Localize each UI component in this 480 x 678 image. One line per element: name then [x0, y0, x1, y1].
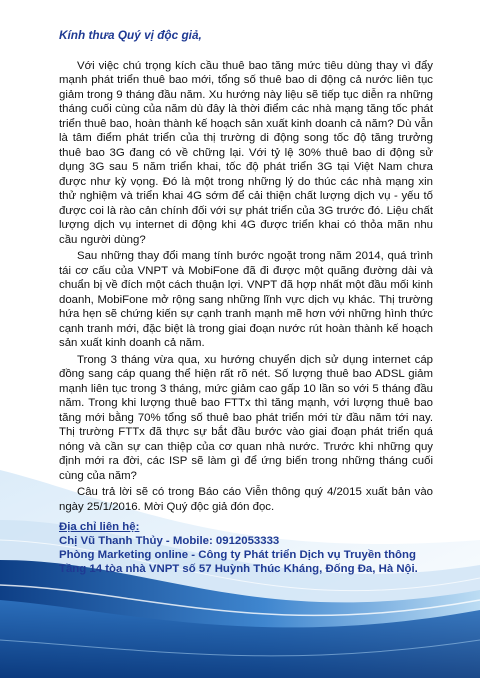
paragraph: Trong 3 tháng vừa qua, xu hướng chuyển dịch sử dụng internet cáp đồng sang cáp quang thể hiện rất rõ nét. Số lượng thuê bao ADSL giảm mạnh liên tục trong 3 tháng, mức giảm cao gấp 10 lần so với 5 tháng đầu năm. Trong khi lượng thuê bao FTTx thì tăng mạnh, với lượng thuê bao tăng mới bằng 70% tổng số thuê bao phát triển mới từ đầu năm tới nay. Thị trường FTTx đã thực sự bắt đầu bước vào giai đoạn phát triển quá nóng và cần sự can thiệp của cơ quan nhà nước. Trước khi những quy định mới ra đời, các ISP sẽ làm gì để ứng biến trong những tháng cuối cùng của năm?	[59, 353, 433, 482]
contact-address: Tầng 14 tòa nhà VNPT số 57 Huỳnh Thúc Kháng, Đống Đa, Hà Nội.	[59, 563, 418, 575]
greeting: Kính thưa Quý vị độc giả,	[59, 28, 202, 42]
contact-block	[59, 520, 439, 576]
contact-person: Chị Vũ Thanh Thủy - Mobile: 0912053333	[59, 535, 280, 547]
contact-heading: Địa chỉ liên hệ:	[59, 521, 140, 533]
letter-body	[59, 28, 433, 516]
paragraph: Sau những thay đổi mang tính bước ngoặt trong năm 2014, quá trình tái cơ cấu của VNPT và MobiFone đã đi được một quãng đường dài và chuẩn bị về đích một cách thuận lợi. VNPT đã hợp nhất một đầu mối kinh doanh, MobiFone mở rộng sang những lĩnh vực dịch vụ khác. Thị trường hứa hẹn sẽ chứng kiến sự cạnh tranh mạnh mẽ hơn với những hình thức cạnh tranh mới, đặc biệt là trong giai đoạn nước rút hoàn thành kế hoạch sản xuất kinh doanh cả năm.	[59, 250, 433, 349]
contact-department: Phòng Marketing online - Công ty Phát triển Dịch vụ Truyền thông	[59, 549, 416, 561]
paragraph: Với việc chú trọng kích cầu thuê bao tăng mức tiêu dùng thay vì đẩy mạnh phát triển thuê bao mới, tổng số thuê bao di động cả nước liên tục giảm trong 9 tháng đầu năm. Xu hướng này liệu sẽ tiếp tục diễn ra những tháng cuối cùng của năm dù đây là thời điểm các nhà mạng tăng tốc phát triển thuê bao, hoàn thành kế hoạch sản xuất kinh doanh cả năm? Dù vẫn là tâm điểm phát triển của thị trường di động song tốc độ tăng trưởng thuê bao 3G đang có về chững lại. Với tỷ lệ 30% thuê bao di động sử dụng 3G sau 5 năm triển khai, tốc độ phát triển 3G tại Việt Nam chưa được như kỳ vọng. Đó là một trong những lý do thúc các nhà mạng xin thử nghiệm và triển khai 4G sớm để cải thiện chất lượng dịch vụ - yếu tố được coi là rào cản chính đối với sự phát triển của 3G trước đó. Liệu chất lượng dịch vụ internet di động khi 4G được triển khai có thỏa mãn nhu cầu người dùng?	[59, 59, 433, 246]
paragraph: Câu trả lời sẽ có trong Báo cáo Viễn thông quý 4/2015 xuất bản vào ngày 25/1/2016. Mời Quý độc giả đón đọc.	[59, 486, 433, 513]
